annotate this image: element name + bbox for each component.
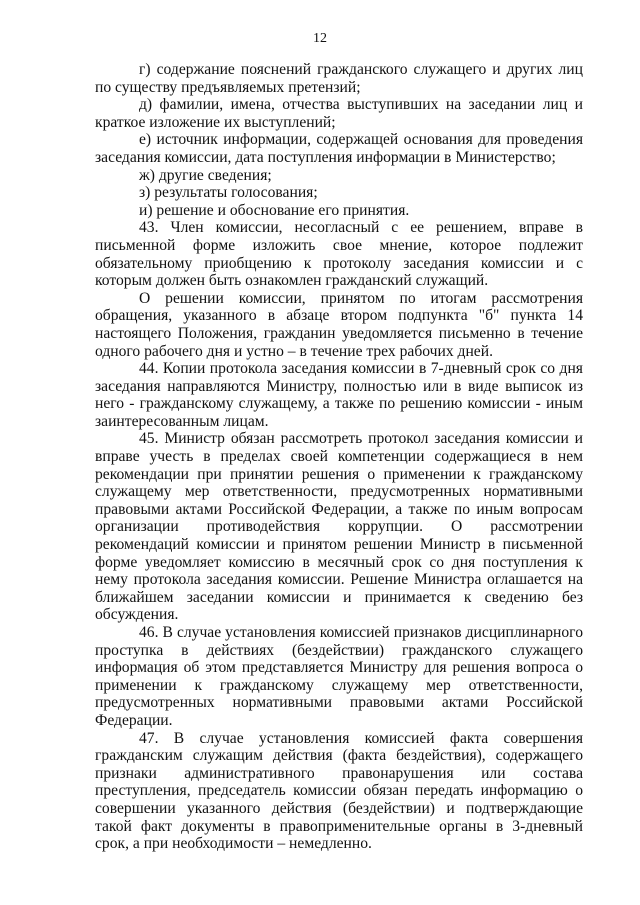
paragraph-43-notice: О решении комиссии, принятом по итогам рассмотрения обращения, указанного в абзаце втором подпункта "б" пункта 14 настоящего Положения, гражданин уведомляется письменно в течение одного рабочего дня и устно – в течение трех рабочих дней. <box>95 289 583 360</box>
paragraph-44: 44. Копии протокола заседания комиссии в 7-дневный срок со дня заседания направляются Министру, полностью или в виде выписок из него - гражданскому служащему, а также по решению комиссии - иным заинтересованным лицам. <box>95 360 583 430</box>
paragraph-46: 46. В случае установления комиссией признаков дисциплинарного проступка в действиях (бездействии) гражданского служащего информация об этом представляется Министру для решения вопроса о применении к гражданскому служащему мер ответственности, предусмотренных нормативными правовыми актами Российской Федерации. <box>95 624 583 729</box>
paragraph-item-i: и) решение и обоснование его принятия. <box>139 201 410 219</box>
paragraph-45: 45. Министр обязан рассмотреть протокол заседания комиссии и вправе учесть в пределах своей компетенции содержащиеся в нем рекомендации при принятии решения о применении к гражданскому служащему мер ответственности, предусмотренных нормативными правовыми актами Российской Федерации, а также по иным вопросам организации противодействия коррупции. О рассмотрении рекомендаций комиссии и принятом решении Министр в письменной форме уведомляет комиссию в месячный срок со дня поступления к нему протокола заседания комиссии. Решение Министра оглашается на ближайшем заседании комиссии и принимается к сведению без обсуждения. <box>95 430 583 624</box>
paragraph-item-g: г) содержание пояснений гражданского служащего и других лиц по существу предъявляемых претензий; <box>95 61 583 96</box>
page-number: 12 <box>313 31 327 46</box>
paragraph-item-d: д) фамилии, имена, отчества выступивших на заседании лиц и краткое изложение их выступлений; <box>95 96 583 131</box>
paragraph-item-zh: ж) другие сведения; <box>139 166 272 184</box>
body-text <box>95 61 583 853</box>
paragraph-item-e: е) источник информации, содержащей основания для проведения заседания комиссии, дата поступления информации в Министерство; <box>95 131 583 166</box>
paragraph-43: 43. Член комиссии, несогласный с ее решением, вправе в письменной форме изложить свое мнение, которое подлежит обязательному приобщению к протоколу заседания комиссии и с которым должен быть ознакомлен гражданский служащий. <box>95 219 583 290</box>
paragraph-item-z: з) результаты голосования; <box>139 184 318 202</box>
paragraph-47: 47. В случае установления комиссией факта совершения гражданским служащим действия (факта бездействия), содержащего признаки административного правонарушения или состава преступления, председатель комиссии обязан передать информацию о совершении указанного действия (бездействии) и подтверждающие такой факт документы в правоприменительные органы в 3-дневный срок, а при необходимости – немедленно. <box>95 729 583 853</box>
